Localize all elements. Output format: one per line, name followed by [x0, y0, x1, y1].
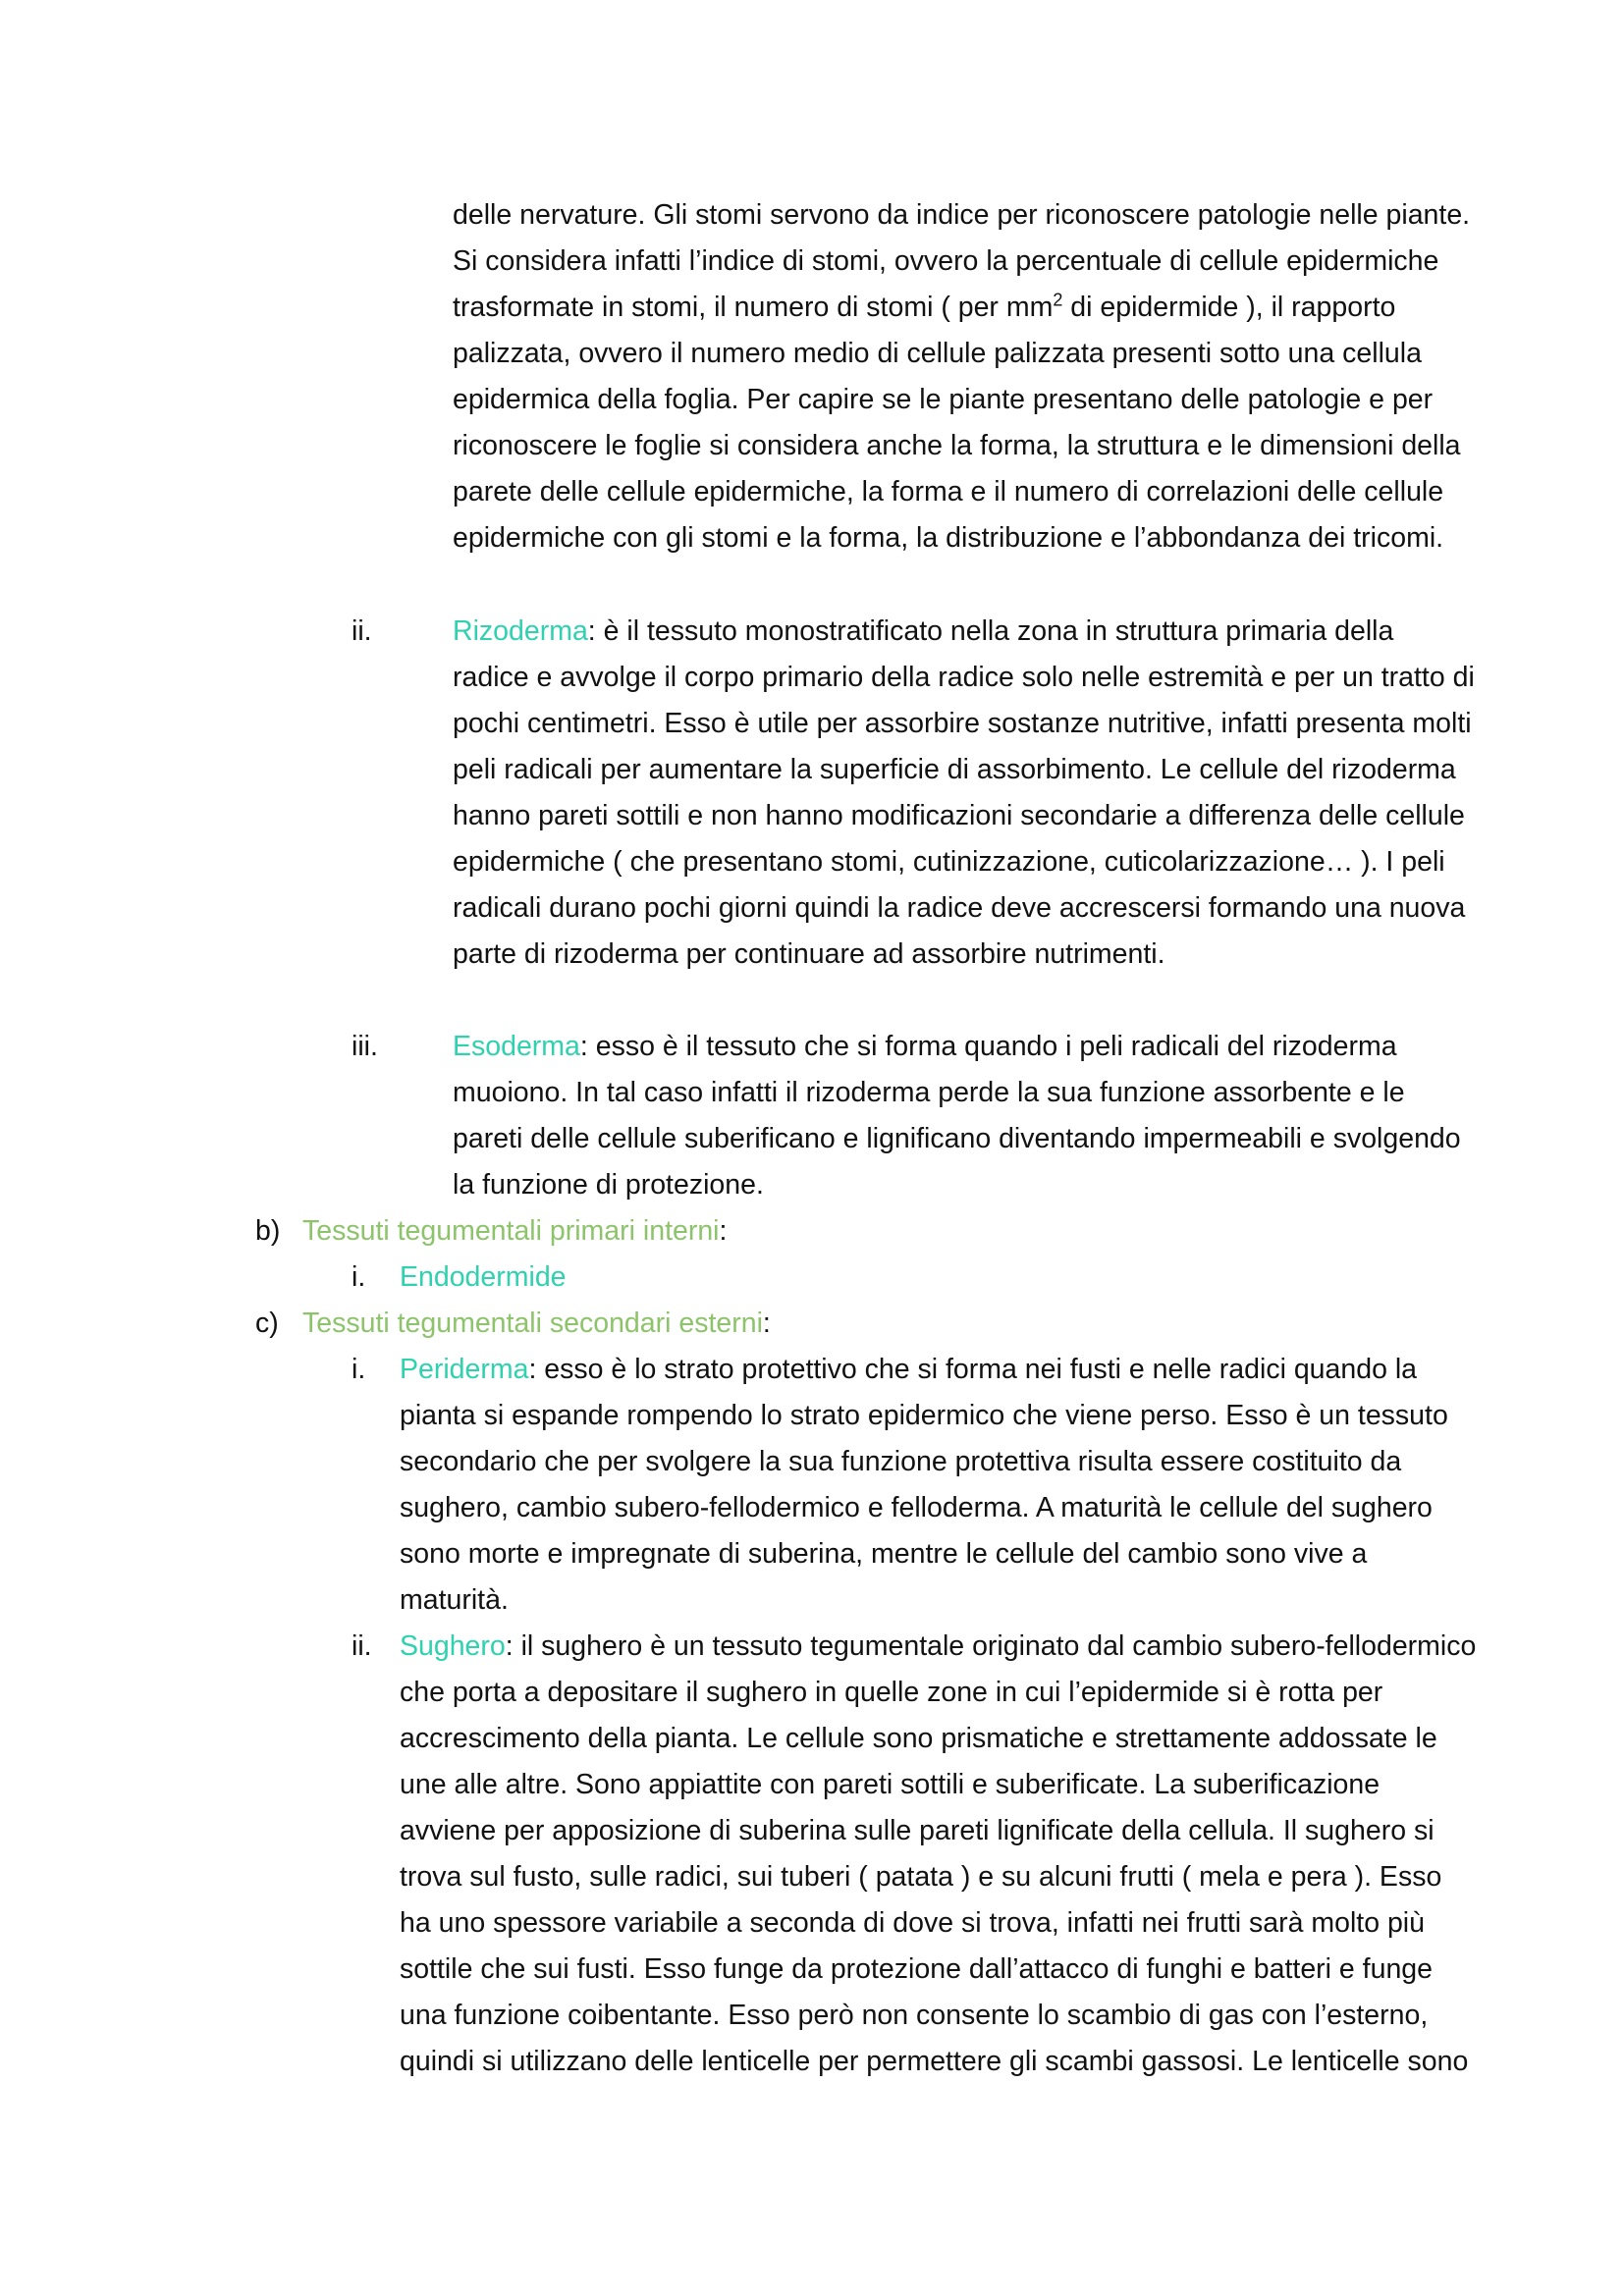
list-item-periderma: Periderma: esso è lo strato protettivo che si forma nei fusti e nelle radici quando la pianta si espande rompendo lo strato epidermico che viene perso. Esso è un tessuto secondario che per svolgere la sua funzione protettiva risulta essere costituito da sughero, cambio subero-fellodermico e felloderma. A maturità le cellule del sughero sono morte e impregnate di suberina, mentre le cellule del cambio sono vive a maturità. — [400, 1354, 1448, 1616]
section-title: Tessuti tegumentali primari interni — [302, 1215, 720, 1247]
section-heading-c: Tessuti tegumentali secondari esterni: — [302, 1308, 771, 1339]
paragraph-text: delle nervature. Gli stomi servono da indice per riconoscere patologie nelle piante. Si considera infatti l’indice di stomi, ovvero la percentuale di cellule epidermiche trasformate in stomi, il numero di stomi ( per $mm^2$ di epidermide ), il rapporto palizzata, ovvero il numero medio di cellule palizzata presenti sotto una cellula epidermica della foglia. Per capire se le piante presentano delle patologie e per riconoscere le foglie si considera anche la forma, la struttura e le dimensioni della parete delle cellule epidermiche, la forma e il numero di correlazioni delle cellule epidermiche con gli stomi e la forma, la distribuzione e l’abbondanza dei tricomi. — [453, 199, 1471, 554]
section-marker-c: c) — [255, 1308, 279, 1339]
list-item-rizoderma: Rizoderma: è il tessuto monostratificato nella zona in struttura primaria della radice e avvolge il corpo primario della radice solo nelle estremità e per un tratto di pochi centimetri. Esso è utile per assorbire sostanze nutritive, infatti presenta molti peli radicali per aumentare la superficie di assorbimento. Le cellule del rizoderma hanno pareti sottili e non hanno modificazioni secondarie a differenza delle cellule epidermiche ( che presentano stomi, cutinizzazione, cuticolarizzazione… ). I peli radicali durano pochi giorni quindi la radice deve accrescersi formando una nuova parte di rizoderma per continuare ad assorbire nutrimenti. — [453, 615, 1475, 970]
list-marker: iii. — [352, 1031, 378, 1062]
list-marker: ii. — [352, 615, 372, 647]
list-item-sughero: Sughero: il sughero è un tessuto tegumentale originato dal cambio subero-fellodermico che porta a depositare il sughero in quelle zone in cui l’epidermide si è rotta per accrescimento della pianta. Le cellule sono prismatiche e strettamente addossate le une alle altre. Sono appiattite con pareti sottili e suberificate. La suberificazione avviene per apposizione di suberina sulle pareti lignificate della cellula. Il sughero si trova sul fusto, sulle radici, sui tuberi ( patata ) e su alcuni frutti ( mela e pera ). Esso ha uno spessore variabile a seconda di dove si trova, infatti nei frutti sarà molto più sottile che sui fusti. Esso funge da protezione dall’attacco di funghi e batteri e funge una funzione coibentante. Esso però non consente lo scambio di gas con l’esterno, quindi si utilizzano delle lenticelle per permettere gli scambi gassosi. Le lenticelle sono — [400, 1630, 1477, 2077]
term-periderma: Periderma — [400, 1354, 529, 1385]
section-marker-b: b) — [255, 1215, 281, 1247]
list-item-endodermide — [400, 1255, 567, 1301]
list-marker: i. — [352, 1354, 366, 1385]
term-rizoderma: Rizoderma — [453, 615, 588, 647]
superscript: 2 — [1053, 290, 1063, 310]
list-marker: i. — [352, 1261, 366, 1293]
list-item-esoderma: Esoderma: esso è il tessuto che si forma quando i peli radicali del rizoderma muoiono. In tal caso infatti il rizoderma perde la sua funzione assorbente e le pareti delle cellule suberificano e lignificano diventando impermeabili e svolgendo la funzione di protezione. — [453, 1031, 1461, 1201]
intro-paragraph — [453, 192, 1477, 561]
list-marker: ii. — [352, 1630, 372, 1662]
term-esoderma: Esoderma — [453, 1031, 580, 1062]
term-sughero: Sughero — [400, 1630, 506, 1662]
term-endodermide: Endodermide — [400, 1261, 567, 1293]
section-title: Tessuti tegumentali secondari esterni — [302, 1308, 763, 1339]
section-heading-b: Tessuti tegumentali primari interni: — [302, 1215, 728, 1247]
